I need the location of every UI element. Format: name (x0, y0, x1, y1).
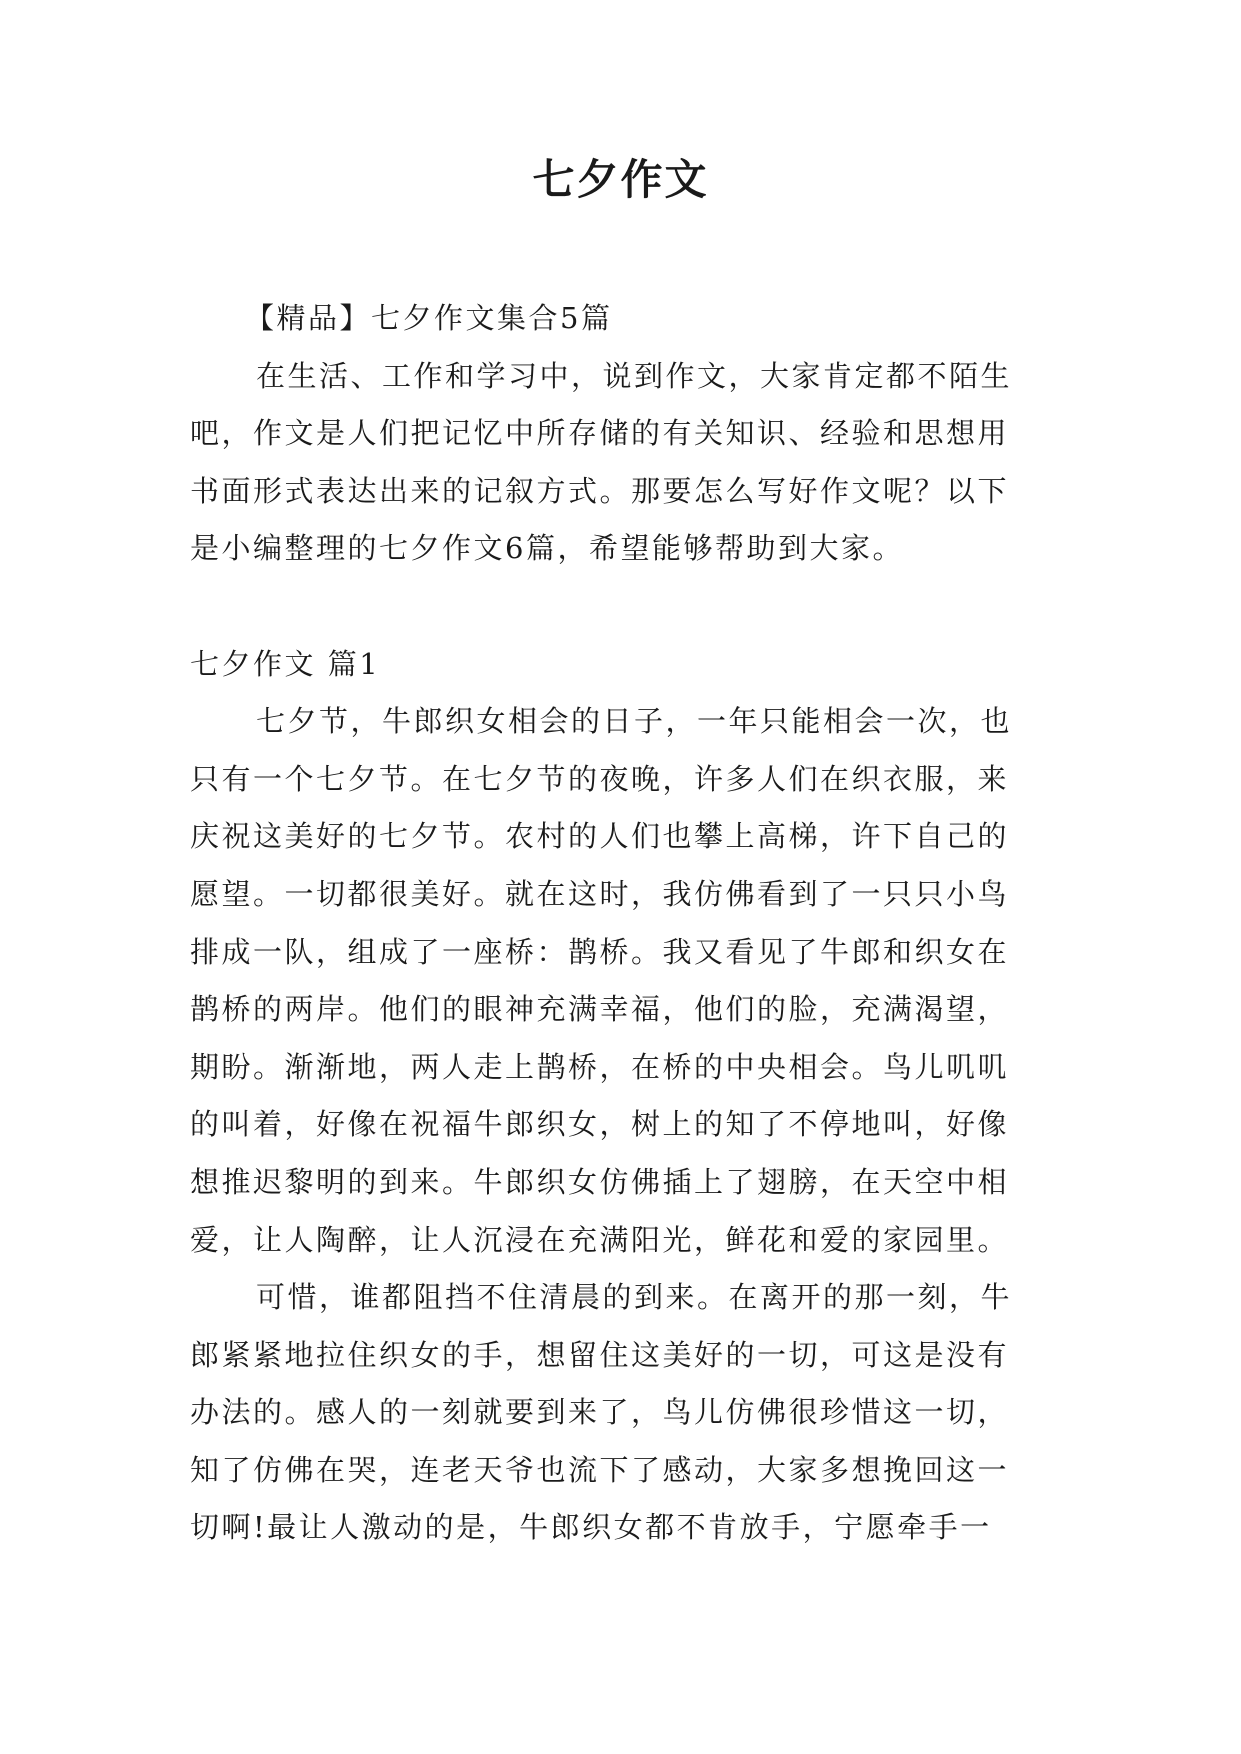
document-body (190, 290, 1060, 1557)
intro-line: 吧，作文是人们把记忆中所存储的有关知识、经验和思想用 (190, 416, 1010, 451)
paragraph-gap (190, 578, 1060, 636)
paragraph-line: 鹊桥的两岸。他们的眼神充满幸福，他们的脸，充满渴望， (190, 992, 1010, 1027)
paragraph-line: 知了仿佛在哭，连老天爷也流下了感动，大家多想挽回这一 (190, 1452, 1010, 1487)
paragraph-line: 庆祝这美好的七夕节。农村的人们也攀上高梯，许下自己的 (190, 819, 1010, 854)
intro-line: 在生活、工作和学习中，说到作文，大家肯定都不陌生 (256, 358, 1013, 393)
paragraph-line: 的叫着，好像在祝福牛郎织女，树上的知了不停地叫，好像 (190, 1107, 1010, 1142)
paragraph-line: 愿望。一切都很美好。就在这时，我仿佛看到了一只只小鸟 (190, 876, 1010, 911)
section-heading: 七夕作文 篇1 (190, 646, 381, 681)
paragraph-line: 七夕节，牛郎织女相会的日子，一年只能相会一次，也 (256, 704, 1013, 739)
paragraph-line: 想推迟黎明的到来。牛郎织女仿佛插上了翅膀，在天空中相 (190, 1164, 1010, 1199)
intro-paragraph (190, 348, 1060, 578)
paragraph-line: 切啊!最让人激动的是，牛郎织女都不肯放手，宁愿牵手一 (190, 1510, 992, 1545)
paragraph-2 (190, 1269, 1060, 1557)
paragraph-line: 可惜，谁都阻挡不住清晨的到来。在离开的那一刻，牛 (256, 1280, 1013, 1315)
intro-line: 是小编整理的七夕作文6篇，希望能够帮助到大家。 (190, 531, 904, 566)
paragraph-line: 只有一个七夕节。在七夕节的夜晚，许多人们在织衣服，来 (190, 761, 1010, 796)
paragraph-line: 期盼。渐渐地，两人走上鹊桥，在桥的中央相会。鸟儿叽叽 (190, 1049, 1010, 1084)
document-title: 七夕作文 (532, 155, 709, 204)
paragraph-line: 爱，让人陶醉，让人沉浸在充满阳光，鲜花和爱的家园里。 (190, 1222, 1010, 1257)
paragraph-line: 排成一队，组成了一座桥：鹊桥。我又看见了牛郎和织女在 (190, 934, 1010, 969)
collection-subtitle: 【精品】七夕作文集合5篇 (245, 301, 613, 335)
intro-line: 书面形式表达出来的记叙方式。那要怎么写好作文呢？以下 (190, 473, 1010, 508)
paragraph-line: 办法的。感人的一刻就要到来了，鸟儿仿佛很珍惜这一切， (190, 1395, 1010, 1430)
paragraph-1 (190, 693, 1060, 1269)
paragraph-line: 郎紧紧地拉住织女的手，想留住这美好的一切，可这是没有 (190, 1337, 1010, 1372)
